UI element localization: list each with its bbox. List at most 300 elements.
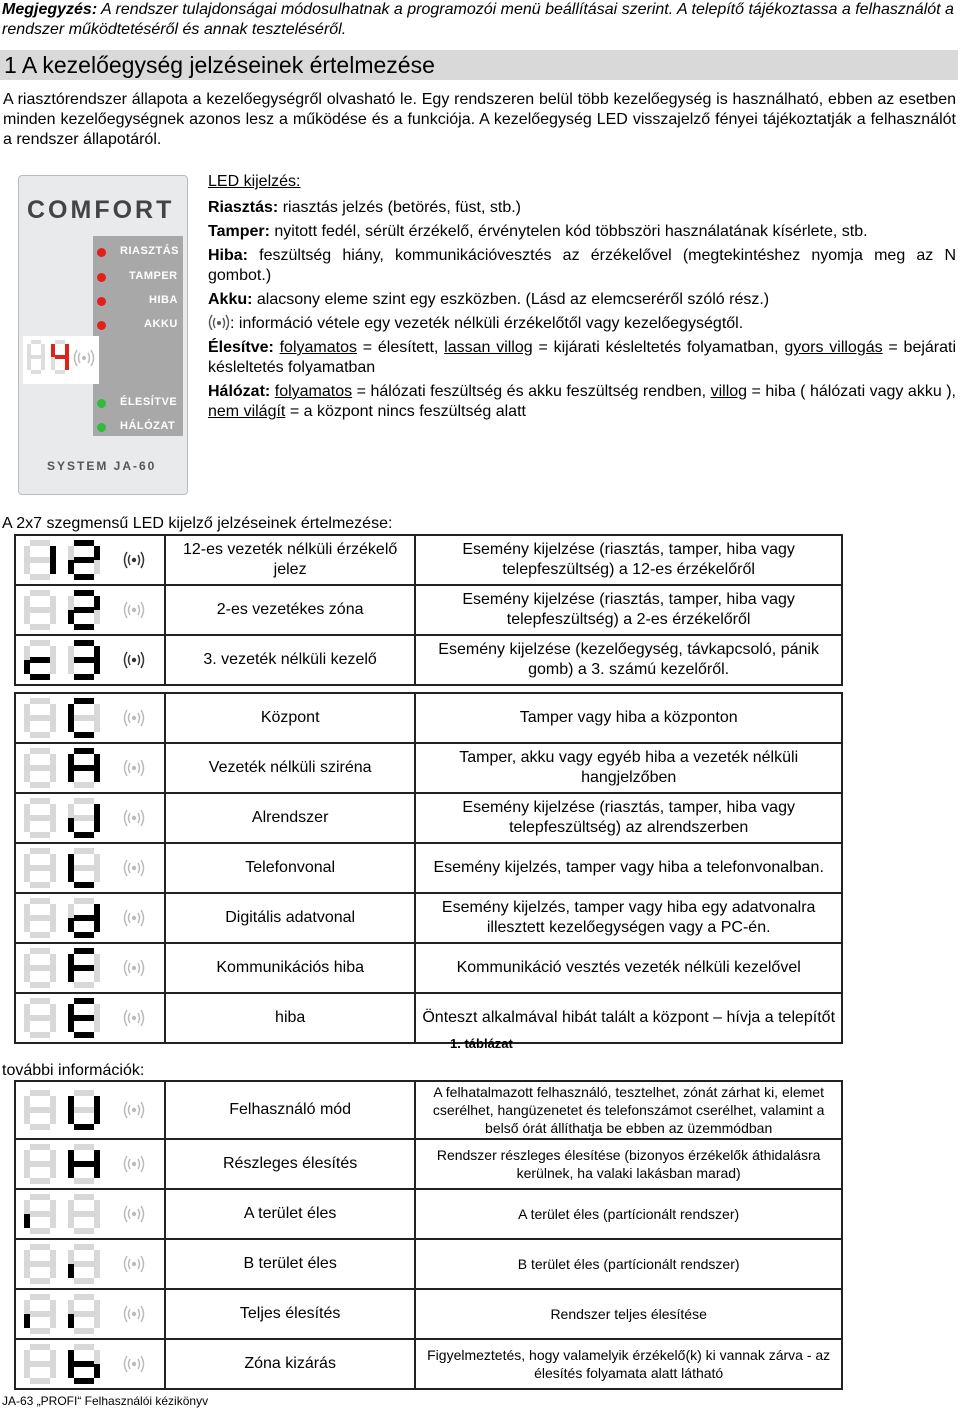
segment-g	[74, 915, 94, 921]
legend-elesitve-term-2: lassan villog	[444, 339, 533, 356]
segment-g	[31, 355, 41, 359]
led-halozat	[97, 423, 106, 432]
table-row	[15, 843, 842, 893]
keypad-label-tamper: TAMPER	[129, 270, 178, 282]
radio-icon	[124, 760, 143, 776]
segment-e	[24, 1314, 30, 1328]
segment-g	[30, 1107, 50, 1113]
segment-display	[20, 796, 160, 840]
segment-c	[94, 1018, 100, 1032]
segment-digit	[68, 898, 100, 938]
segment-b	[50, 704, 56, 718]
segment-a	[30, 1144, 50, 1150]
segment-c	[94, 660, 100, 674]
segment-a	[30, 798, 50, 804]
segment-display	[20, 1192, 160, 1236]
segment-d	[74, 982, 94, 988]
segment-e	[68, 1214, 74, 1228]
segment-a	[30, 1090, 50, 1096]
segment-digit	[68, 1144, 100, 1184]
segment-a	[74, 540, 94, 546]
segment-f	[68, 1200, 74, 1214]
segment-f	[68, 1150, 74, 1164]
segment-g	[30, 1211, 50, 1217]
segment-c	[94, 1264, 100, 1278]
radio-icon	[124, 1102, 143, 1118]
legend-akku-text: alacsony eleme szint egy eszközben. (Lásd az elemcseréről szóló rész.)	[252, 291, 770, 308]
table-row	[15, 793, 842, 843]
description-cell: Esemény kijelzés, tamper vagy hiba a telefonvonalban.	[415, 843, 842, 893]
segment-c	[50, 1314, 56, 1328]
segment-display	[20, 846, 160, 890]
table-row	[15, 1289, 842, 1339]
segment-digit	[68, 1244, 100, 1284]
section-heading: 1 A kezelőegység jelzéseinek értelmezése	[4, 52, 435, 78]
segment-b	[50, 1004, 56, 1018]
segment-digit	[24, 1144, 56, 1184]
description-cell: Esemény kijelzése (riasztás, tamper, hiba vagy telepfeszültség) az alrendszerben	[415, 793, 842, 843]
segment-b	[41, 344, 45, 357]
segment-c	[94, 718, 100, 732]
radio-icon	[124, 602, 143, 618]
segment-b	[50, 754, 56, 768]
led-akku	[97, 321, 106, 330]
description-cell: Tamper vagy hiba a központon	[415, 693, 842, 743]
segment-a	[74, 698, 94, 704]
segment-d	[55, 370, 65, 374]
radio-icon	[124, 710, 143, 726]
segment-b	[50, 596, 56, 610]
segment-d	[30, 574, 50, 580]
segment-d	[74, 1124, 94, 1130]
keypad-label-akku: AKKU	[144, 318, 178, 330]
segment-digit	[24, 590, 56, 630]
segment-c	[50, 918, 56, 932]
segment-f	[68, 754, 74, 768]
segment-c	[50, 1264, 56, 1278]
segment-f	[24, 546, 30, 560]
segment-e	[27, 357, 31, 370]
radio-icon	[124, 1206, 143, 1222]
segment-b	[94, 1250, 100, 1264]
segment-a	[74, 848, 94, 854]
segment-g	[30, 657, 50, 663]
legend-halozat-term-2: villog	[710, 383, 748, 400]
segment-d	[30, 932, 50, 938]
radio-icon	[124, 1306, 143, 1322]
segment-digit	[68, 998, 100, 1038]
keypad-label-hiba: HIBA	[149, 294, 178, 306]
name-cell: 3. vezeték nélküli kezelő	[165, 635, 415, 685]
segment-g	[74, 557, 94, 563]
segment-d	[74, 1328, 94, 1334]
segment-c	[50, 560, 56, 574]
segment-display	[20, 946, 160, 990]
segment-f	[24, 954, 30, 968]
segment-display	[20, 538, 160, 582]
description-cell: Önteszt alkalmával hibát talált a központ – hívja a telepítőt	[415, 993, 842, 1043]
segment-a	[30, 698, 50, 704]
segment-c	[50, 1110, 56, 1124]
segment-e	[24, 1214, 30, 1228]
segment-f	[24, 1250, 30, 1264]
segment-a	[74, 998, 94, 1004]
description-cell: Rendszer részleges élesítése (bizonyos érzékelők áthidalásra kerülnek, ha valaki lakásban marad)	[415, 1139, 842, 1189]
segment-c	[65, 357, 69, 370]
led-hiba	[97, 297, 106, 306]
segment-e	[24, 718, 30, 732]
radio-icon	[124, 652, 143, 668]
table-row	[15, 585, 842, 635]
segment-digit	[68, 640, 100, 680]
segment-a	[30, 1344, 50, 1350]
display-cell	[15, 793, 165, 843]
segment-b	[50, 546, 56, 560]
keypad-label-elesitve: ÉLESÍTVE	[120, 396, 178, 408]
segment-display	[20, 696, 160, 740]
description-cell: Esemény kijelzése (riasztás, tamper, hiba vagy telepfeszültség) a 2-es érzékelőről	[415, 585, 842, 635]
segment-b	[65, 344, 69, 357]
legend-akku	[208, 290, 956, 310]
segment-c	[50, 1164, 56, 1178]
segment-g	[55, 355, 65, 359]
segment-e	[24, 1018, 30, 1032]
segment-g	[74, 1211, 94, 1217]
legend-elesitve-text-2: = kijárati késleltetés folyamatban,	[532, 339, 785, 356]
name-cell: Kommunikációs hiba	[165, 943, 415, 993]
display-cell	[15, 943, 165, 993]
segment-digit	[24, 748, 56, 788]
segment-f	[24, 804, 30, 818]
led-legend	[208, 172, 956, 426]
table-row	[15, 1189, 842, 1239]
segment-digit	[24, 798, 56, 838]
segment-digit	[68, 848, 100, 888]
segment-b	[94, 904, 100, 918]
segment-b	[50, 904, 56, 918]
radio-icon	[75, 350, 94, 366]
segment-a	[74, 1090, 94, 1096]
legend-elesitve-text-3: = bejárati késleltetés folyamatban	[208, 339, 957, 376]
segment-f	[24, 1096, 30, 1110]
segment-e	[68, 560, 74, 574]
display-cell	[15, 535, 165, 585]
name-cell: Alrendszer	[165, 793, 415, 843]
segment-d	[74, 882, 94, 888]
table-row	[15, 893, 842, 943]
segment-a	[74, 1194, 94, 1200]
segment-c	[94, 918, 100, 932]
description-cell: Tamper, akku vagy egyéb hiba a vezeték nélküli hangjelzőben	[415, 743, 842, 793]
segment-f	[24, 904, 30, 918]
segment-f	[68, 1250, 74, 1264]
legend-tamper-label: Tamper:	[208, 223, 270, 240]
segment-b	[94, 1004, 100, 1018]
segment-digit	[24, 698, 56, 738]
segment-d	[74, 1278, 94, 1284]
segment-d	[74, 674, 94, 680]
segment-a	[30, 590, 50, 596]
segment-c	[50, 660, 56, 674]
segment-g	[74, 815, 94, 821]
segment-display	[20, 1088, 160, 1132]
segment-g	[74, 865, 94, 871]
segment-c	[94, 560, 100, 574]
segment-a	[74, 948, 94, 954]
segment-c	[50, 968, 56, 982]
display-cell	[15, 1189, 165, 1239]
description-cell: A terület éles (partícionált rendszer)	[415, 1189, 842, 1239]
segment-c	[41, 357, 45, 370]
segment-d	[30, 1178, 50, 1184]
keypad-illustration	[18, 175, 188, 495]
description-cell: Kommunikáció vesztés vezeték nélküli kezelővel	[415, 943, 842, 993]
segment-a	[30, 1244, 50, 1250]
segment-e	[24, 1264, 30, 1278]
segment-f	[68, 1300, 74, 1314]
radio-icon	[124, 810, 143, 826]
display-cell	[15, 1289, 165, 1339]
segment-f	[68, 954, 74, 968]
segment-a	[74, 748, 94, 754]
segment-digit	[24, 1344, 56, 1384]
radio-icon	[124, 1010, 143, 1026]
description-cell: A felhatalmazott felhasználó, tesztelhet, zónát zárhat ki, elemet cserélhet, hangüzenetet és telefonszámot cserélhet, valamint a belső órát állíthatja be ebben az üzemmódban	[415, 1081, 842, 1139]
segment-e	[24, 1364, 30, 1378]
table-row	[15, 1081, 842, 1139]
segment-b	[50, 854, 56, 868]
segment-a	[30, 540, 50, 546]
segment-digit	[68, 1090, 100, 1130]
legend-akku-label: Akku:	[208, 291, 253, 308]
description-cell: Esemény kijelzése (riasztás, tamper, hiba vagy telepfeszültség) a 12-es érzékelőről	[415, 535, 842, 585]
segment-g	[30, 557, 50, 563]
segment-e	[24, 868, 30, 882]
legend-tamper	[208, 222, 956, 242]
segment-g	[74, 1311, 94, 1317]
segment-e	[68, 868, 74, 882]
segment-digit	[68, 1294, 100, 1334]
segment-display	[20, 1292, 160, 1336]
segment-d	[30, 1378, 50, 1384]
segment-digit	[68, 798, 100, 838]
page-footer: JA-63 „PROFI“ Felhasználói kézikönyv	[2, 1394, 209, 1408]
segment-a	[74, 640, 94, 646]
segment-e	[68, 768, 74, 782]
segment-b	[94, 1150, 100, 1164]
segment-b	[50, 1250, 56, 1264]
segment-a	[55, 340, 65, 344]
segment-b	[94, 1350, 100, 1364]
segment-display	[20, 1242, 160, 1286]
segment-e	[68, 1264, 74, 1278]
segment-digit	[68, 1344, 100, 1384]
radio-icon	[124, 910, 143, 926]
legend-elesitve-label: Élesítve:	[208, 339, 274, 356]
segment-digit	[68, 698, 100, 738]
segment-f	[68, 854, 74, 868]
keypad-system-label: SYSTEM JA-60	[47, 459, 157, 473]
segment-a	[30, 748, 50, 754]
legend-radio	[208, 314, 956, 334]
legend-elesitve-term-3: gyors villogás	[784, 339, 883, 356]
segment-digit	[24, 998, 56, 1038]
segment-d	[30, 1032, 50, 1038]
segment-a	[30, 998, 50, 1004]
segment-a	[74, 1344, 94, 1350]
segment-display	[20, 996, 160, 1040]
segment-digit	[68, 1194, 100, 1234]
segment-c	[94, 1164, 100, 1178]
table-row	[15, 535, 842, 585]
segment-e	[68, 718, 74, 732]
segment-g	[74, 607, 94, 613]
segment-display	[20, 588, 160, 632]
table-caption: 1. táblázat	[450, 1036, 513, 1051]
legend-elesitve-text-1: = élesített,	[356, 339, 445, 356]
led-tamper	[97, 273, 106, 282]
legend-elesitve-term-1: folyamatos	[279, 339, 357, 356]
legend-riasztas-text: riasztás jelzés (betörés, füst, stb.)	[278, 199, 521, 216]
display-cell	[15, 1081, 165, 1139]
segment-e	[68, 1314, 74, 1328]
segment-digit	[24, 848, 56, 888]
segment-f	[24, 1150, 30, 1164]
table-row	[15, 693, 842, 743]
name-cell: 2-es vezetékes zóna	[165, 585, 415, 635]
segment-e	[68, 1164, 74, 1178]
legend-halozat-text-3: = a központ nincs feszültség alatt	[285, 403, 526, 420]
segment-b	[50, 1300, 56, 1314]
segment-a	[74, 590, 94, 596]
segment-b	[94, 646, 100, 660]
segment-f	[68, 1096, 74, 1110]
legend-title: LED kijelzés:	[208, 173, 301, 190]
legend-elesitve	[208, 338, 956, 378]
segment-a	[30, 898, 50, 904]
segment-e	[68, 1110, 74, 1124]
segment-d	[30, 982, 50, 988]
note-label: Megjegyzés:	[2, 1, 98, 18]
segment-e	[24, 768, 30, 782]
segment-f	[68, 704, 74, 718]
segment-g	[74, 1107, 94, 1113]
table-row	[15, 1339, 842, 1389]
table-row	[15, 1239, 842, 1289]
segment-digit	[27, 340, 45, 374]
segment-display	[20, 638, 160, 682]
segment-c	[94, 968, 100, 982]
segment-b	[94, 1096, 100, 1110]
segment-f	[24, 1004, 30, 1018]
segment-b	[94, 804, 100, 818]
segment-d	[30, 624, 50, 630]
segment-d	[30, 1328, 50, 1334]
segment-g	[74, 965, 94, 971]
note-text: A rendszer tulajdonságai módosulhatnak a programozói menü beállításai szerint. A telepítő tájékoztassa a felhasználót a rendszer működtetéséről és annak teszteléséről.	[2, 1, 954, 38]
table-row	[15, 943, 842, 993]
led-elesitve	[97, 399, 106, 408]
segment-e	[24, 1110, 30, 1124]
segment-d	[30, 882, 50, 888]
keypad-label-riasztas: RIASZTÁS	[120, 245, 179, 257]
segment-e	[68, 818, 74, 832]
segment-a	[74, 798, 94, 804]
legend-hiba	[208, 246, 956, 286]
segment-d	[74, 1378, 94, 1384]
segment-e	[24, 560, 30, 574]
segment-b	[50, 804, 56, 818]
name-cell: Felhasználó mód	[165, 1081, 415, 1139]
segment-f	[24, 754, 30, 768]
segment-c	[50, 868, 56, 882]
keypad-display-svg	[23, 336, 99, 384]
display-cell	[15, 743, 165, 793]
segment-digit	[24, 948, 56, 988]
segment-d	[30, 732, 50, 738]
segment-g	[74, 657, 94, 663]
description-cell: Esemény kijelzés, tamper vagy hiba egy adatvonalra illesztett kezelőegységen vagy a PC-én.	[415, 893, 842, 943]
segment-g	[30, 765, 50, 771]
segment-b	[50, 1200, 56, 1214]
segment-e	[24, 818, 30, 832]
segment-d	[74, 732, 94, 738]
description-cell: Figyelmeztetés, hogy valamelyik érzékelő(k) ki vannak zárva - az élesítés folyamata alatt látható	[415, 1339, 842, 1389]
name-cell: Teljes élesítés	[165, 1289, 415, 1339]
segment-digit	[24, 640, 56, 680]
segment-c	[50, 718, 56, 732]
segment-b	[50, 954, 56, 968]
name-cell: Digitális adatvonal	[165, 893, 415, 943]
display-cell	[15, 585, 165, 635]
segment-a	[74, 1244, 94, 1250]
segment-display	[20, 896, 160, 940]
segment-f	[24, 854, 30, 868]
display-cell	[15, 1139, 165, 1189]
segment-f	[68, 596, 74, 610]
keypad-segment-display	[23, 336, 99, 384]
name-cell: Részleges élesítés	[165, 1139, 415, 1189]
segment-d	[30, 1124, 50, 1130]
segment-e	[24, 968, 30, 982]
segment-b	[94, 546, 100, 560]
segment-digit	[24, 1294, 56, 1334]
segment-c	[50, 1364, 56, 1378]
legend-halozat-text-1: = hálózati feszültség és akku feszültség rendben,	[352, 383, 711, 400]
segment-e	[24, 660, 30, 674]
segment-f	[24, 1200, 30, 1214]
table-row	[15, 1139, 842, 1189]
segment-e	[24, 610, 30, 624]
display-cell	[15, 843, 165, 893]
segment-digit	[24, 1194, 56, 1234]
segment-e	[24, 1164, 30, 1178]
name-cell: Zóna kizárás	[165, 1339, 415, 1389]
note-paragraph	[2, 0, 958, 40]
table-row	[15, 635, 842, 685]
segment-d	[74, 832, 94, 838]
description-cell: B terület éles (partícionált rendszer)	[415, 1239, 842, 1289]
segment-g	[30, 1015, 50, 1021]
segment-b	[94, 1300, 100, 1314]
segment-c	[94, 1364, 100, 1378]
radio-icon	[124, 860, 143, 876]
segment-g	[30, 915, 50, 921]
segment-a	[30, 1194, 50, 1200]
segment-f	[51, 344, 55, 357]
segment-a	[74, 1144, 94, 1150]
table-row	[15, 993, 842, 1043]
